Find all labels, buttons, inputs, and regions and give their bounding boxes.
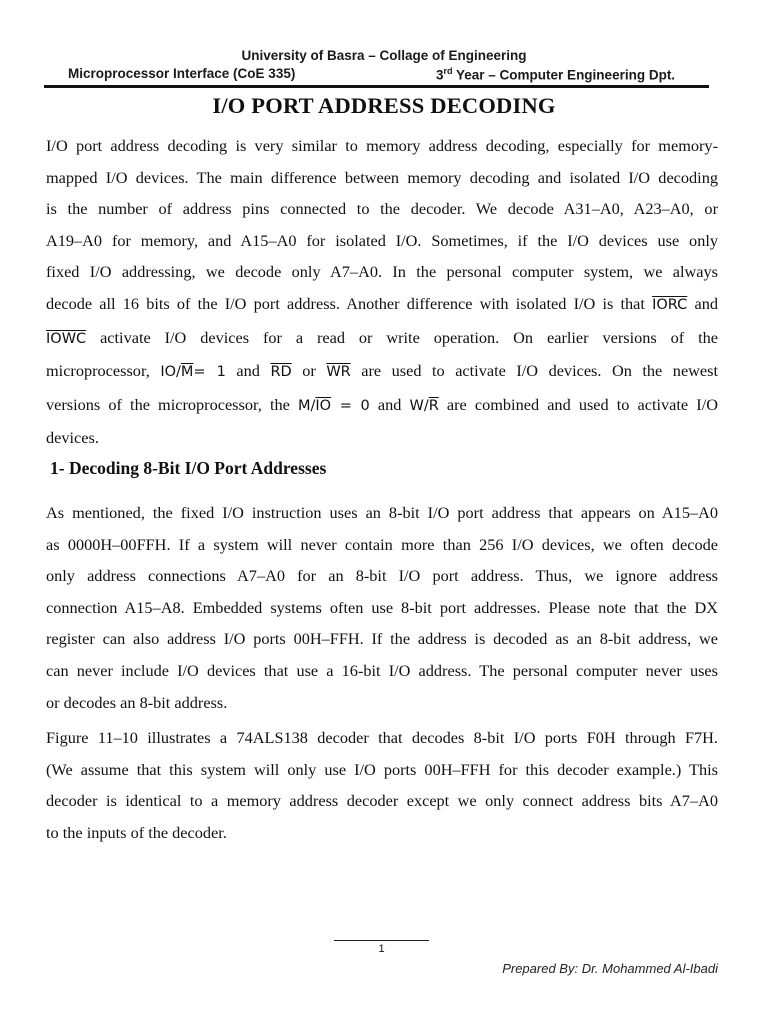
text-segment: and: [377, 394, 402, 414]
course-title: Microprocessor Interface (CoE 335): [68, 66, 296, 81]
text-line: devices.: [46, 428, 99, 448]
paragraph-intro: [46, 130, 718, 454]
formula-part: M/: [297, 397, 316, 414]
text-segment: versions of the microprocessor, the: [46, 394, 290, 414]
text-line: register can also address I/O ports 00H–FFH. If the address is decoded as an 8-bit address, we: [46, 629, 718, 649]
text-segment: decode all 16 bits of the I/O port address. Another difference with isolated I/O is that: [46, 293, 645, 313]
prepared-by: Prepared By: Dr. Mohammed Al-Ibadi: [502, 961, 718, 976]
text-line: Figure 11–10 illustrates a 74ALS138 decoder that decodes 8-bit I/O ports F0H through F7H.: [46, 728, 718, 747]
text-line: connection A15–A8. Embedded systems often use 8-bit port addresses. Please note that the DX: [46, 597, 718, 617]
signal-rd: $\overline{RD}$: [270, 364, 292, 381]
text-line: [46, 355, 718, 389]
formula-part: IO/: [160, 364, 181, 381]
text-line: or decodes an 8-bit address.: [46, 692, 228, 712]
text-segment: microprocessor,: [46, 361, 150, 381]
paragraph-figure: [46, 722, 718, 848]
text-line: is the number of address pins connected to the decoder. We decode A31–A0, A23–A0, or: [46, 199, 718, 219]
text-segment: activate I/O devices for a read or write operation. On earlier versions of the: [100, 327, 718, 347]
signal-io: $\overline{IO}$: [315, 397, 332, 414]
text-segment: are combined and used to activate I/O: [446, 394, 718, 414]
paragraph-8bit: [46, 497, 718, 718]
text-line: [46, 288, 718, 322]
page-number: 1: [378, 943, 385, 955]
year-suffix: rd: [443, 66, 453, 76]
text-segment: and: [694, 293, 718, 313]
signal-wr: $\overline{WR}$: [326, 364, 351, 381]
text-line: decoder is identical to a memory address decoder except we only connect address bits A7–A0: [46, 791, 718, 811]
formula-part: = 0: [339, 397, 370, 414]
university-header: University of Basra – Collage of Engineering: [241, 48, 527, 63]
text-line: (We assume that this system will only use I/O ports 00H–FFH for this decoder example.) This: [46, 759, 718, 779]
formula-io-m: [160, 364, 226, 380]
text-line: fixed I/O addressing, we decode only A7–A0. In the personal computer system, we always: [46, 262, 718, 282]
text-line: as 0000H–00FFH. If a system will never contain more than 256 I/O devices, we often decode: [46, 534, 718, 554]
text-line: only address connections A7–A0 for an 8-bit I/O port address. Thus, we ignore address: [46, 566, 718, 586]
formula-w-r: [409, 398, 438, 414]
text-line: I/O port address decoding is very similar to memory address decoding, especially for memory-: [46, 136, 718, 155]
year-department: Year – Computer Engineering Dpt.: [452, 67, 676, 83]
text-line: can never include I/O devices that use a 16-bit I/O address. The personal computer never uses: [46, 660, 718, 680]
formula-m-io: [298, 398, 370, 414]
text-line: [46, 322, 718, 356]
signal-iowc: IOWC: [46, 330, 87, 347]
footer-rule: [334, 940, 429, 941]
text-line: [46, 389, 718, 423]
text-segment: are used to activate I/O devices. On the newest: [361, 361, 719, 381]
text-segment: or: [302, 361, 316, 381]
department-year: [436, 66, 675, 83]
signal-iorc: IORC: [652, 296, 688, 313]
text-segment: and: [236, 361, 260, 381]
header-rule: [44, 85, 709, 88]
formula-part: = 1: [193, 364, 226, 381]
year-number: 3: [436, 67, 444, 83]
signal-r: $\overline{R}$: [428, 397, 439, 414]
page-title: I/O PORT ADDRESS DECODING: [212, 93, 556, 118]
text-line: A19–A0 for memory, and A15–A0 for isolated I/O. Sometimes, if the I/O devices use only: [46, 230, 718, 250]
text-line: mapped I/O devices. The main difference between memory decoding and isolated I/O decoding: [46, 167, 718, 187]
text-line: to the inputs of the decoder.: [46, 822, 227, 842]
section-heading: 1- Decoding 8-Bit I/O Port Addresses: [50, 458, 327, 478]
formula-part: W/: [409, 397, 429, 414]
text-line: As mentioned, the fixed I/O instruction uses an 8-bit I/O port address that appears on A15–A0: [46, 503, 718, 522]
signal-m: $\overline{M}$: [180, 364, 194, 381]
